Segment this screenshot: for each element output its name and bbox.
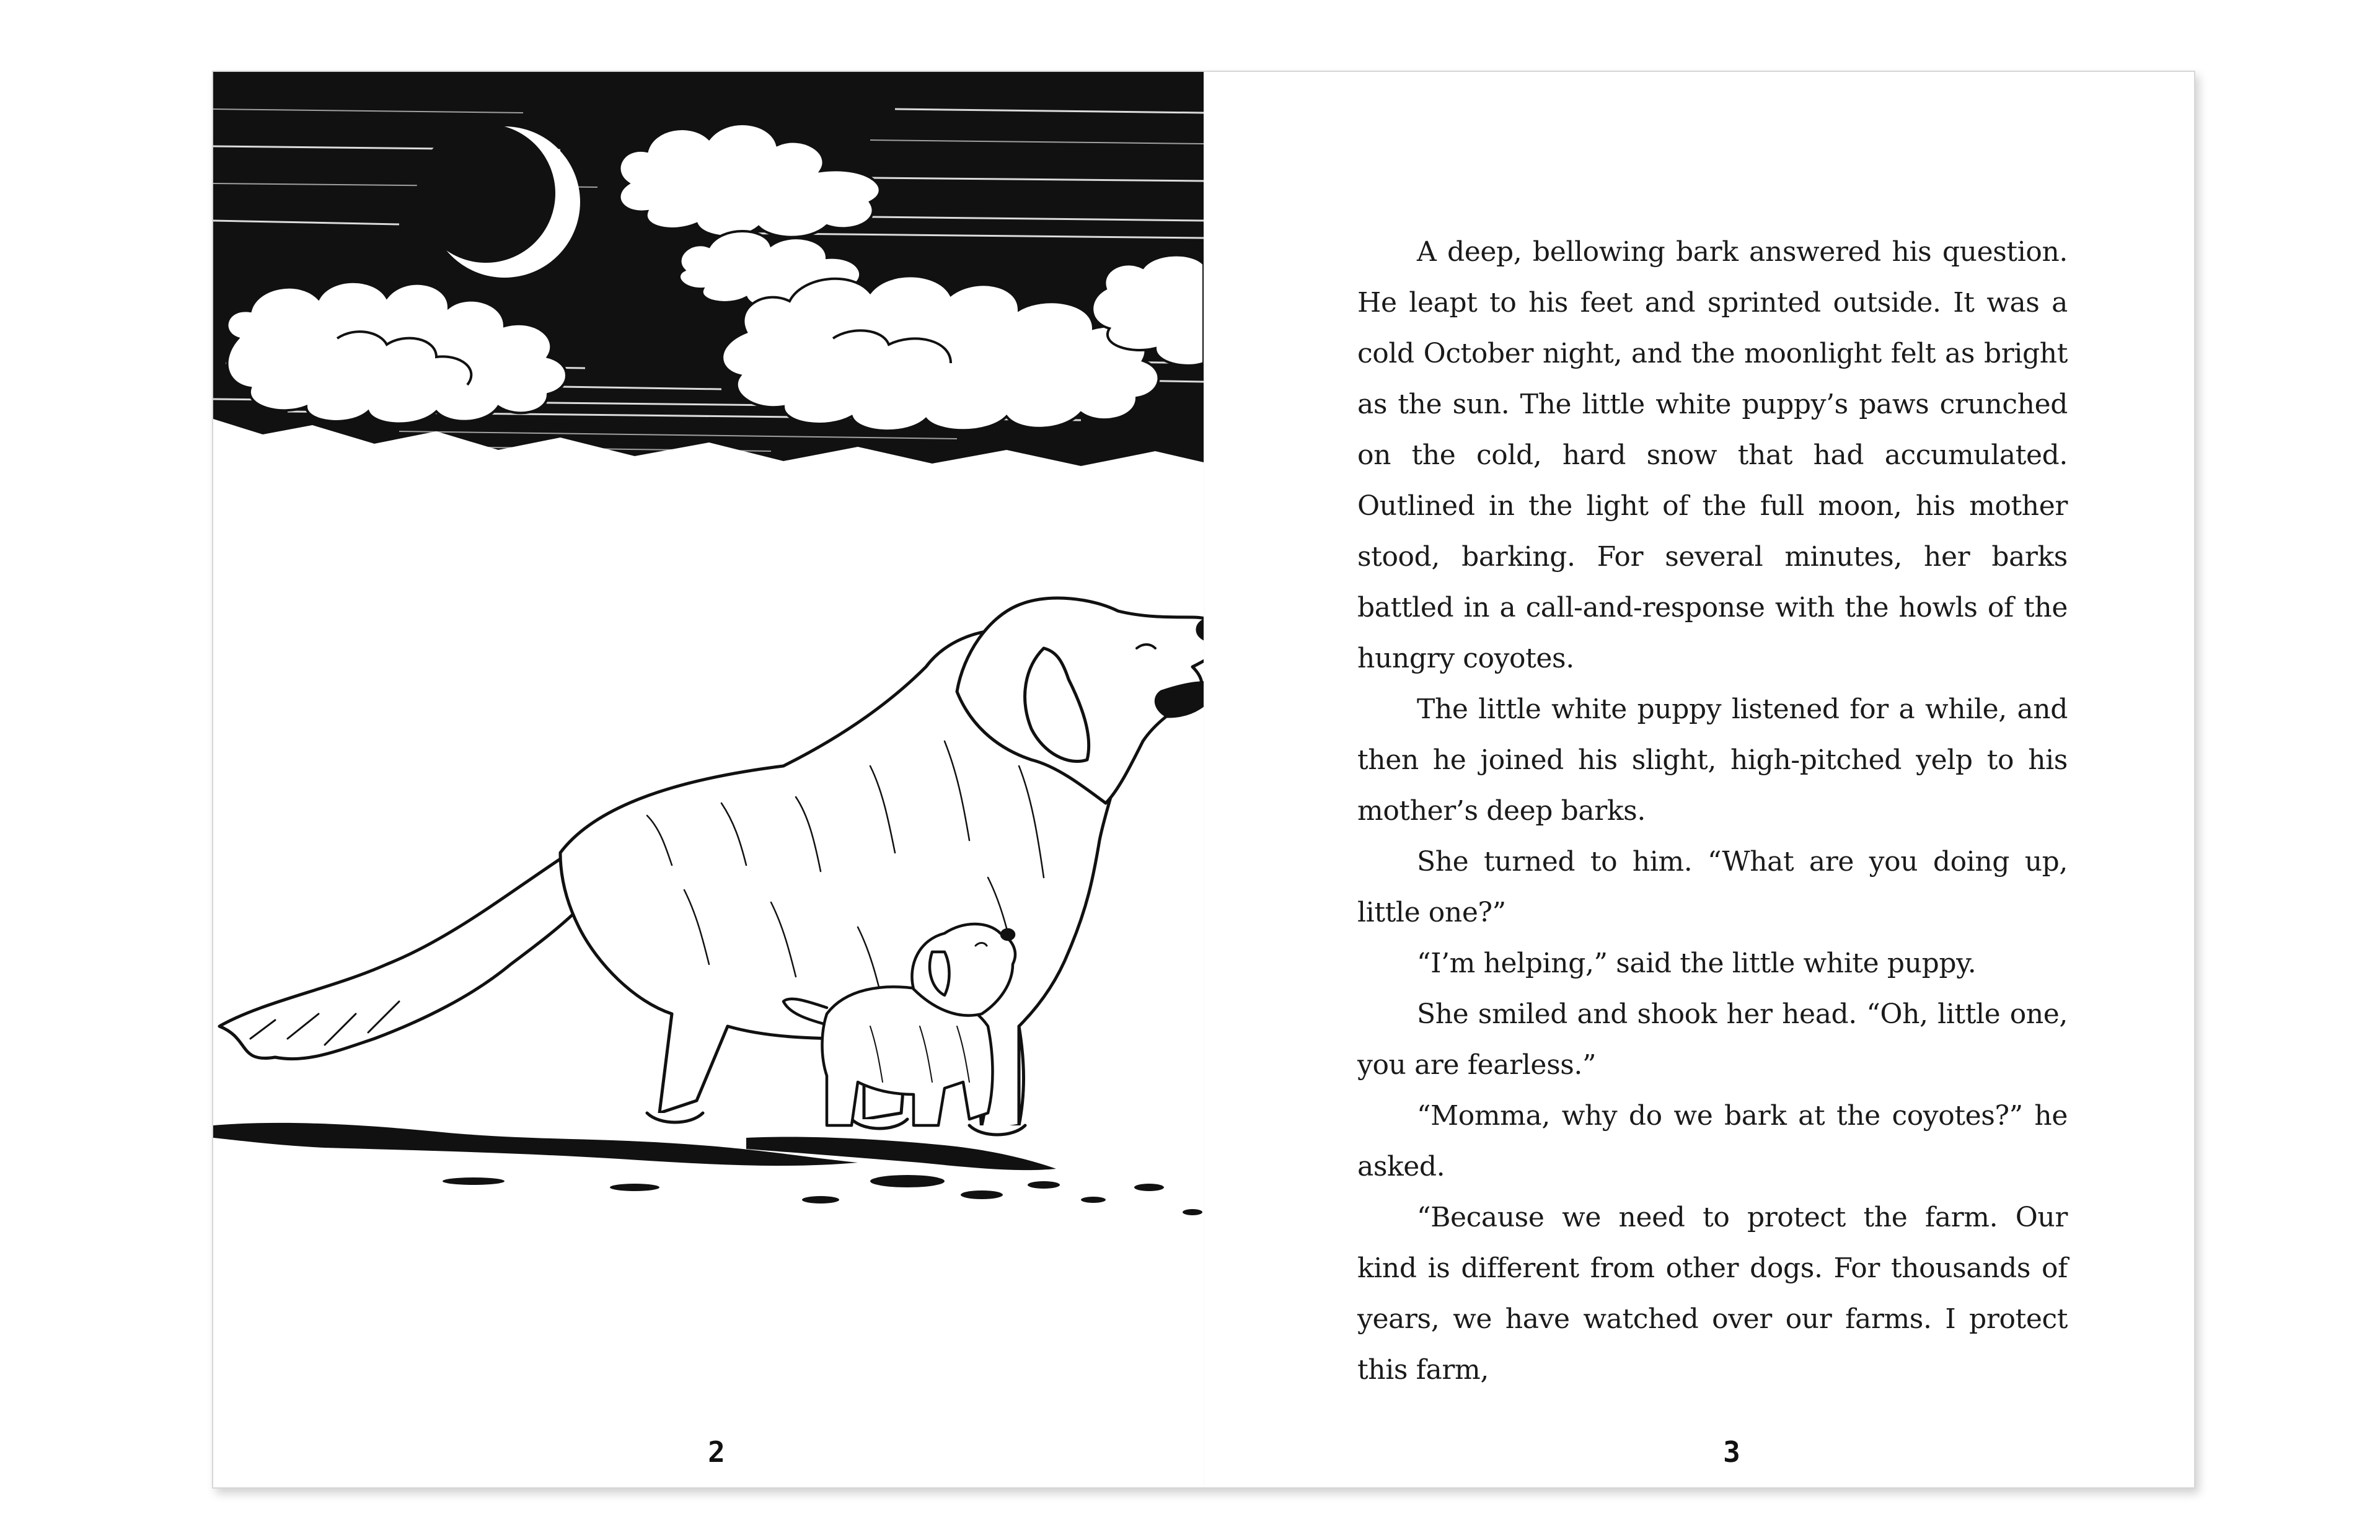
illustration-svg bbox=[213, 72, 1204, 1225]
night-sky bbox=[213, 72, 1204, 506]
paragraph: She turned to him. “What are you doing up, little one?” bbox=[1357, 846, 2068, 928]
paragraph: “Momma, why do we bark at the coyotes?” he asked. bbox=[1357, 1100, 2068, 1182]
page-number-right: 3 bbox=[1723, 1435, 1740, 1469]
paragraph: “Because we need to protect the farm. Our kind is different from other dogs. For thousands of years, we have watched over our farms. I protect this farm, bbox=[1357, 1202, 2068, 1386]
paragraph: “I’m helping,” said the little white puppy. bbox=[1417, 948, 1977, 979]
page-number-left: 2 bbox=[708, 1435, 725, 1469]
night-scene-illustration bbox=[213, 72, 1204, 1225]
book-spread bbox=[212, 71, 2195, 1489]
paragraph: The little white puppy listened for a while, and then he joined his slight, high-pitched yelp to his mother’s deep barks. bbox=[1357, 693, 2068, 827]
paragraph: A deep, bellowing bark answered his question. He leapt to his feet and sprinted outside. It was a cold October night, and the moonlight felt as bright as the sun. The little white puppy’s paws crunched on the cold, hard snow that had accumulated. Outlined in the light of the full moon, his mother stood, barking. For several minutes, her barks battled in a call-and-response with the howls of the hungry coyotes. bbox=[1357, 236, 2068, 674]
book-gutter bbox=[1204, 72, 1205, 1487]
paragraph: She smiled and shook her head. “Oh, little one, you are fearless.” bbox=[1357, 998, 2068, 1081]
ground-shadow bbox=[213, 1123, 1202, 1215]
right-page-text bbox=[1357, 227, 2068, 1396]
large-dog bbox=[219, 598, 1204, 1135]
